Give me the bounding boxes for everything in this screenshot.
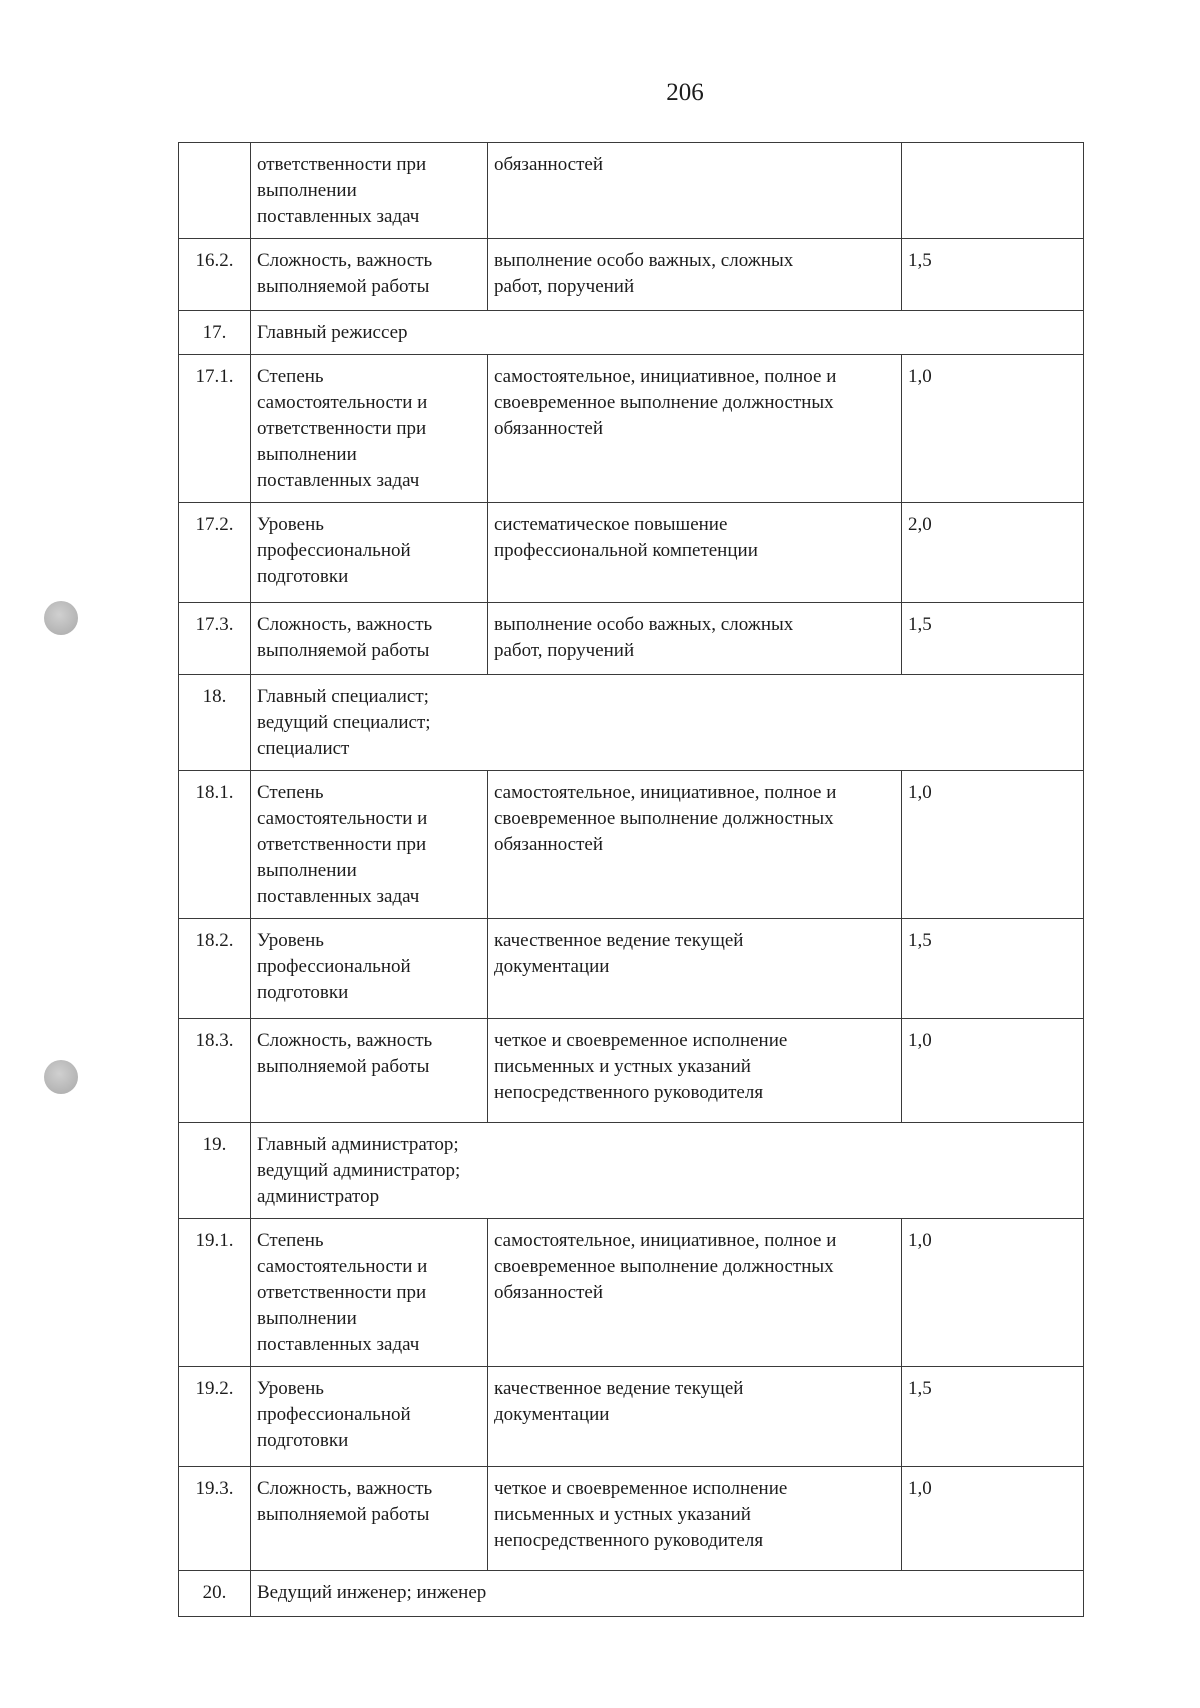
description-cell-text: качественное ведение текущей документации [494, 930, 744, 977]
table-row [179, 503, 1084, 603]
row-number: 19.3. [179, 1467, 251, 1571]
page-number: 206 [666, 79, 704, 106]
coefficient-cell [902, 771, 1084, 919]
row-number: 16.2. [179, 239, 251, 311]
row-number: 17. [179, 311, 251, 355]
description-cell [488, 143, 902, 239]
row-number: 19.1. [179, 1219, 251, 1367]
table-group-row [179, 311, 1084, 355]
coefficient-cell [902, 919, 1084, 1019]
coefficient-cell [902, 355, 1084, 503]
coefficient-cell-text: 1,5 [908, 1378, 932, 1399]
table-group-row [179, 1571, 1084, 1617]
table-row [179, 1219, 1084, 1367]
coefficient-cell [902, 143, 1084, 239]
description-cell-text: систематическое повышение профессиональной компетенции [494, 514, 758, 561]
description-cell-text: выполнение особо важных, сложных работ, поручений [494, 614, 794, 661]
criterion-cell-text: Степень самостоятельности и ответственности при выполнении поставленных задач [257, 1230, 428, 1355]
criterion-cell-text: ответственности при выполнении поставленных задач [257, 154, 427, 227]
table-row [179, 919, 1084, 1019]
criterion-cell-text: Сложность, важность выполняемой работы [257, 1030, 433, 1077]
position-title [251, 675, 1084, 771]
coefficient-cell [902, 503, 1084, 603]
coefficient-cell-text: 2,0 [908, 514, 932, 535]
position-title-text: Главный администратор; ведущий администратор; администратор [257, 1134, 461, 1207]
criterion-cell-text: Уровень профессиональной подготовки [257, 514, 411, 587]
table-row [179, 771, 1084, 919]
criterion-cell [251, 355, 488, 503]
description-cell-text: самостоятельное, инициативное, полное и своевременное выполнение должностных обязанностей [494, 782, 837, 855]
coefficient-cell [902, 1467, 1084, 1571]
row-number: 17.3. [179, 603, 251, 675]
row-number: 17.2. [179, 503, 251, 603]
coefficient-cell [902, 1367, 1084, 1467]
coefficient-cell [902, 239, 1084, 311]
description-cell-text: четкое и своевременное исполнение письменных и устных указаний непосредственного руководителя [494, 1030, 788, 1103]
row-number: 17.1. [179, 355, 251, 503]
criterion-cell-text: Степень самостоятельности и ответственности при выполнении поставленных задач [257, 366, 428, 491]
coefficient-cell-text: 1,5 [908, 930, 932, 951]
table-row [179, 355, 1084, 503]
position-title-text: Главный специалист; ведущий специалист; специалист [257, 686, 431, 759]
description-cell [488, 503, 902, 603]
criterion-cell [251, 771, 488, 919]
coefficient-cell-text: 1,0 [908, 1230, 932, 1251]
criterion-cell-text: Уровень профессиональной подготовки [257, 930, 411, 1003]
criterion-cell [251, 143, 488, 239]
description-cell-text: обязанностей [494, 154, 604, 175]
coefficient-cell-text: 1,0 [908, 1478, 932, 1499]
table-row [179, 1467, 1084, 1571]
punch-hole-mark [44, 601, 78, 635]
criterion-cell [251, 239, 488, 311]
description-cell-text: выполнение особо важных, сложных работ, поручений [494, 250, 794, 297]
row-number: 19.2. [179, 1367, 251, 1467]
description-cell-text: качественное ведение текущей документации [494, 1378, 744, 1425]
table-row [179, 239, 1084, 311]
table-row [179, 1367, 1084, 1467]
position-title-text: Ведущий инженер; инженер [257, 1582, 487, 1603]
criterion-cell-text: Уровень профессиональной подготовки [257, 1378, 411, 1451]
coefficient-cell-text: 1,0 [908, 782, 932, 803]
criterion-cell [251, 919, 488, 1019]
position-title [251, 1571, 1084, 1617]
criterion-cell-text: Сложность, важность выполняемой работы [257, 1478, 433, 1525]
criterion-cell [251, 603, 488, 675]
coefficient-cell-text: 1,0 [908, 366, 932, 387]
table-row [179, 1019, 1084, 1123]
criterion-cell-text: Степень самостоятельности и ответственности при выполнении поставленных задач [257, 782, 428, 907]
table-row [179, 603, 1084, 675]
description-cell [488, 239, 902, 311]
description-cell [488, 603, 902, 675]
criterion-cell-text: Сложность, важность выполняемой работы [257, 250, 433, 297]
criterion-cell [251, 1219, 488, 1367]
table-row [179, 143, 1084, 239]
table-group-row [179, 675, 1084, 771]
description-cell [488, 355, 902, 503]
criterion-cell-text: Сложность, важность выполняемой работы [257, 614, 433, 661]
row-number: 18. [179, 675, 251, 771]
coefficient-cell-text: 1,5 [908, 614, 932, 635]
description-cell [488, 1467, 902, 1571]
description-cell-text: самостоятельное, инициативное, полное и своевременное выполнение должностных обязанностей [494, 1230, 837, 1303]
row-number: 18.1. [179, 771, 251, 919]
coefficient-cell [902, 1219, 1084, 1367]
punch-hole-mark [44, 1060, 78, 1094]
row-number: 18.3. [179, 1019, 251, 1123]
position-title [251, 311, 1084, 355]
criteria-table [178, 142, 1084, 1617]
criterion-cell [251, 503, 488, 603]
description-cell-text: четкое и своевременное исполнение письменных и устных указаний непосредственного руководителя [494, 1478, 788, 1551]
description-cell [488, 919, 902, 1019]
description-cell [488, 1219, 902, 1367]
description-cell [488, 771, 902, 919]
row-number [179, 143, 251, 239]
criterion-cell [251, 1367, 488, 1467]
criteria-table-body [179, 143, 1084, 1617]
coefficient-cell [902, 603, 1084, 675]
coefficient-cell [902, 1019, 1084, 1123]
description-cell [488, 1367, 902, 1467]
description-cell [488, 1019, 902, 1123]
criterion-cell [251, 1019, 488, 1123]
coefficient-cell-text: 1,0 [908, 1030, 932, 1051]
row-number: 18.2. [179, 919, 251, 1019]
row-number: 20. [179, 1571, 251, 1617]
position-title-text: Главный режиссер [257, 322, 408, 343]
coefficient-cell-text: 1,5 [908, 250, 932, 271]
table-group-row [179, 1123, 1084, 1219]
row-number: 19. [179, 1123, 251, 1219]
criterion-cell [251, 1467, 488, 1571]
position-title [251, 1123, 1084, 1219]
description-cell-text: самостоятельное, инициативное, полное и своевременное выполнение должностных обязанностей [494, 366, 837, 439]
